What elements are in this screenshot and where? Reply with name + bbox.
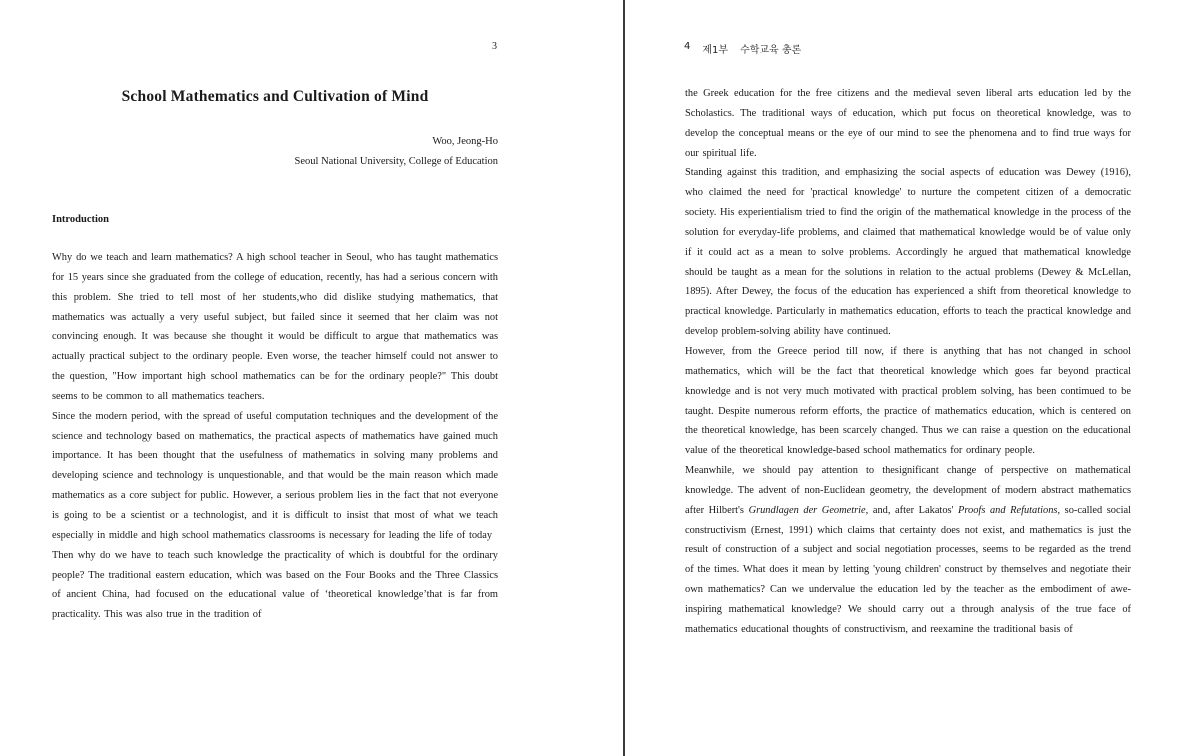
running-header [684,41,801,56]
left-body-text [52,248,498,625]
book-title: Grundlagen der Geometrie [748,504,866,516]
paragraph: Why do we teach and learn mathematics? A high school teacher in Seoul, who has taught mathematics for 15 years since she graduated from the college of education, recently, has had a serious concern with this problem. She tried to tell most of her students,who did dislike studying mathematics, that mathematics was actually a very useful subject, but failed since it seemed that her claim was not convincing enough. It was because she thought it would be difficult to argue that mathematics was actually practical subject to the ordinary people. Even worse, the teacher himself could not answer to the question, "How important high school mathematics can be for the ordinary people?" This doubt seems to be common to all mathematics teachers. [52,252,498,402]
section-label: 수학교육 총론 [740,45,802,56]
paragraph: the Greek education for the free citizens and the medieval seven liberal arts education led by the Scholastics. The traditional ways of education, which put focus on theoretical knowledge, was to develop the conceptual means or the eye of our mind to see the phenomena and to find true ways for our spiritual life. [685,88,1131,159]
right-page [625,0,1203,756]
paragraph: Then why do we have to teach such knowledge the practicality of which is doubtful for the ordinary people? The traditional eastern education, which was based on the Four Books and the Three Classics of ancient China, had focused on the educational value of ‘theoretical knowledge’that is far from practicality. This was also true in the tradition of [52,549,498,621]
paper-title: School Mathematics and Cultivation of Mind [121,88,429,105]
paragraph: Since the modern period, with the spread of useful computation techniques and the development of the science and technology based on mathematics, the practical aspects of mathematics have gained much importance. It has been thought that the usefulness of mathematics in solving many problems and developing science and technology is unquestionable, and that would be the main reason which made mathematics as a core subject for public. However, a serious problem lies in the fact that not everyone is going to be a scientist or a technologist, and it is difficult to insist that most of what we teach especially in middle and high school mathematics classrooms is necessary for leading the life of today [52,410,498,541]
paragraph-text: , and, after Lakatos' [865,504,959,516]
book-title: Proofs and Refutations [958,504,1058,516]
paragraph-text: Meanwhile, we should pay attention to thesignificant change of perspective on mathematical knowledge. The advent of non-Euclidean geometry, the development of modern abstract mathematics after Hilbert's [685,465,1131,516]
paragraph [685,461,1131,640]
section-heading: Introduction [52,214,109,225]
paragraph-text: , so-called social constructivism (Ernest, 1991) which claims that certainty does not exist, and mathematics is just the result of construction of a subject and social negotiation processes, seems to be regarded as the trend of the times. What does it mean by letting 'young children' construct by themselves and negotiate their own mathematics? Can we undervalue the education led by the teacher as the embodiment of awe-inspiring mathematical knowledge? We should carry out a through analysis of the true face of mathematics educational thoughts of constructivism, and reexamine the traditional basis of [685,504,1131,635]
paragraph: Standing against this tradition, and emphasizing the social aspects of education was Dewey (1916), who claimed the need for 'practical knowledge' to nurture the competent citizen of a democratic society. His experientialism tried to find the origin of the mathematical knowledge in the process of the solution for everyday-life problems, and claimed that mathematical knowledge would be of value only if it could act as a mean to solve problems. Accordingly he argued that mathematical knowledge should be taught as a mean for the solutions in relation to the actual problems (Dewey & McLellan, 1895). After Dewey, the focus of the education has experienced a shift from theoretical knowledge to practical knowledge. Particularly in mathematics education, efforts to teach the practical knowledge and develop problem-solving ability have continued. [685,167,1131,338]
left-body-area [52,248,498,686]
paragraph: However, from the Greece period till now, if there is anything that has not changed in school mathematics, which will be the fact that theoretical knowledge which goes far beyond practical knowledge and is not very much motivated with practical problem solving, has been contimued to be taught. Despite numerous reform efforts, the practice of mathematics education, which is centered on the theoretical knowledge, has been scarcely changed. Thus we can raise a question on the educational value of the theoretical knowledge-based school mathematics for ordinary people. [685,345,1131,457]
right-body-text [685,84,1131,640]
author-name: Woo, Jeong-Ho [432,136,498,147]
author-affiliation: Seoul National University, College of Education [294,156,498,167]
page-number: 4 [684,41,691,52]
part-label: 제1부 [702,45,729,56]
page-number: 3 [492,41,497,52]
right-body-area [685,84,1131,697]
